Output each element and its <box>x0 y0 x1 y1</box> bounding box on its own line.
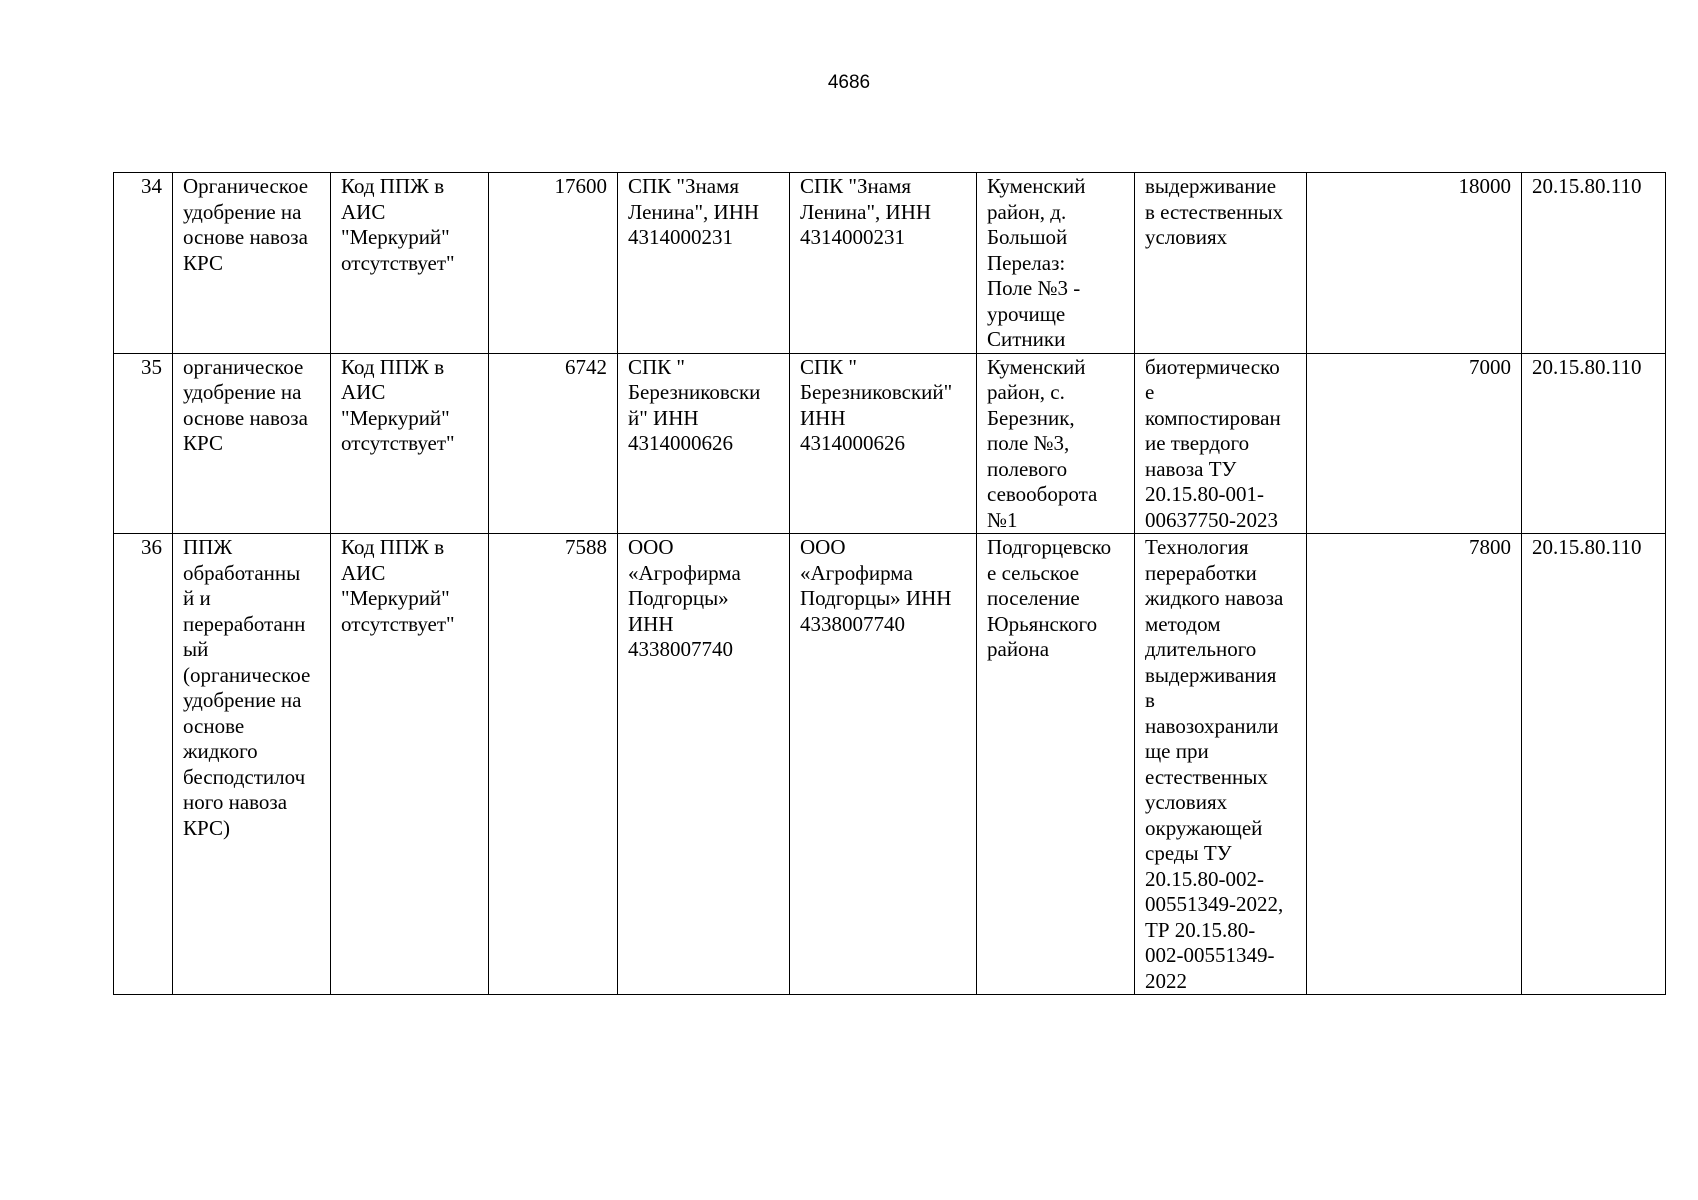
mercury-code-cell: Код ППЖ в АИС "Меркурий" отсутствует" <box>331 353 489 534</box>
okpd-code-cell: 20.15.80.110 <box>1522 173 1666 354</box>
technology-cell: биотермическо е компостирован ие твердого навоза ТУ 20.15.80-001- 00637750-2023 <box>1135 353 1307 534</box>
producer-cell: СПК " Березниковски й" ИНН 4314000626 <box>618 353 790 534</box>
technology-cell: выдерживание в естественных условиях <box>1135 173 1307 354</box>
owner-cell: СПК "Знамя Ленина", ИНН 4314000231 <box>790 173 977 354</box>
volume-cell: 7800 <box>1307 534 1522 995</box>
product-name-cell: Органическое удобрение на основе навоза КРС <box>173 173 331 354</box>
table-row <box>114 353 1666 534</box>
location-cell: Подгорцевско е сельское поселение Юрьянского района <box>977 534 1135 995</box>
mercury-code-cell: Код ППЖ в АИС "Меркурий" отсутствует" <box>331 173 489 354</box>
quantity-cell: 6742 <box>489 353 618 534</box>
row-number-cell: 35 <box>114 353 173 534</box>
owner-cell: ООО «Агрофирма Подгорцы» ИНН 4338007740 <box>790 534 977 995</box>
quantity-cell: 7588 <box>489 534 618 995</box>
product-name-cell: ППЖ обработанны й и переработанн ый (органическое удобрение на основе жидкого бесподстилоч ного навоза КРС) <box>173 534 331 995</box>
okpd-code-cell: 20.15.80.110 <box>1522 534 1666 995</box>
page-number: 4686 <box>827 72 871 93</box>
technology-cell: Технология переработки жидкого навоза методом длительного выдерживания в навозохранили ще при естественных условиях окружающей среды ТУ 20.15.80-002- 00551349-2022, ТР 20.15.80- 002-00551349- 2022 <box>1135 534 1307 995</box>
volume-cell: 18000 <box>1307 173 1522 354</box>
row-number-cell: 34 <box>114 173 173 354</box>
row-number-cell: 36 <box>114 534 173 995</box>
okpd-code-cell: 20.15.80.110 <box>1522 353 1666 534</box>
quantity-cell: 17600 <box>489 173 618 354</box>
registry-table <box>113 172 1666 995</box>
producer-cell: ООО «Агрофирма Подгорцы» ИНН 4338007740 <box>618 534 790 995</box>
product-name-cell: органическое удобрение на основе навоза КРС <box>173 353 331 534</box>
location-cell: Куменский район, с. Березник, поле №3, полевого севооборота №1 <box>977 353 1135 534</box>
producer-cell: СПК "Знамя Ленина", ИНН 4314000231 <box>618 173 790 354</box>
table-row <box>114 173 1666 354</box>
location-cell: Куменский район, д. Большой Перелаз: Поле №3 - урочище Ситники <box>977 173 1135 354</box>
owner-cell: СПК " Березниковский" ИНН 4314000626 <box>790 353 977 534</box>
mercury-code-cell: Код ППЖ в АИС "Меркурий" отсутствует" <box>331 534 489 995</box>
table-row <box>114 534 1666 995</box>
volume-cell: 7000 <box>1307 353 1522 534</box>
